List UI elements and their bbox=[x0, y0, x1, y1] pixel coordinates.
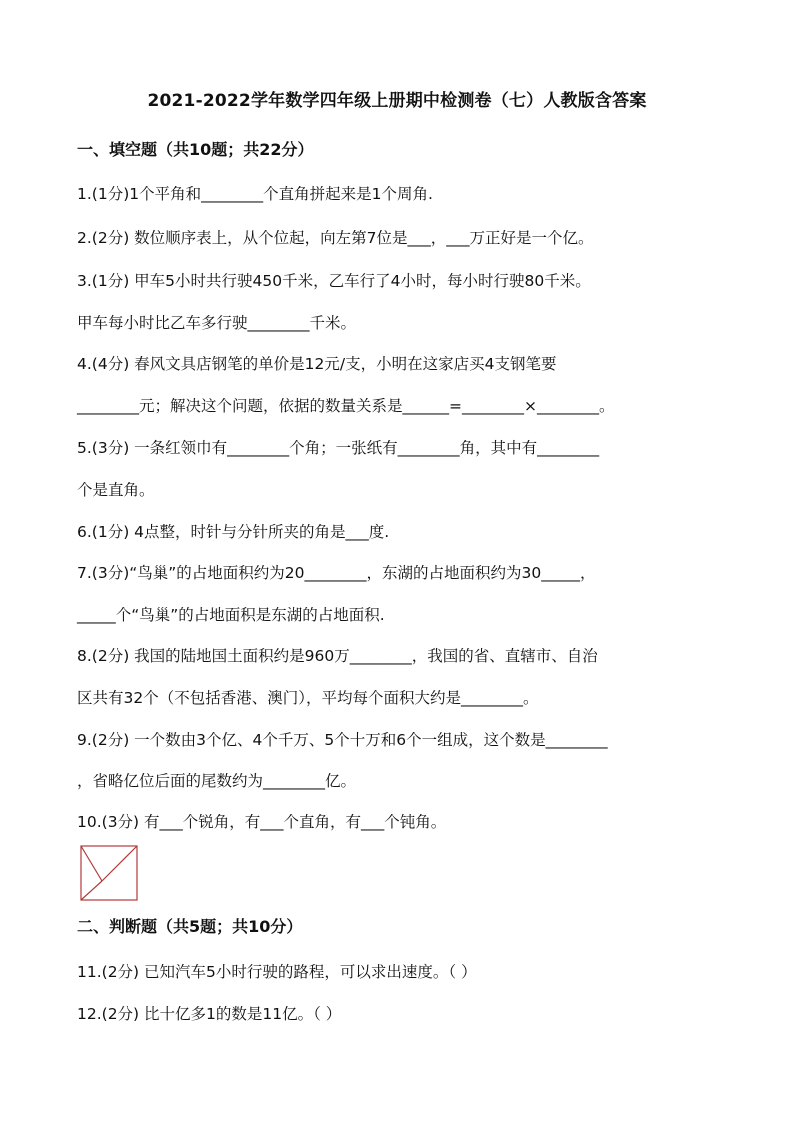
question-5-continued: 个是直角。 bbox=[77, 481, 155, 499]
question-3-continued: 甲车每小时比乙车多行驶________千米。 bbox=[77, 314, 357, 332]
question-4-continued: ________元；解决这个问题，依据的数量关系是______=________×________。 bbox=[77, 397, 615, 415]
question-6: 6.(1分) 4点整，时针与分针所夹的角是___度. bbox=[77, 523, 390, 541]
question-8-continued: 区共有32个（不包括香港、澳门），平均每个面积大约是________。 bbox=[77, 689, 539, 707]
section-heading-fill-in: 一、填空题（共10题；共22分） bbox=[77, 140, 314, 159]
section-heading-true-false: 二、判断题（共5题；共10分） bbox=[77, 917, 303, 936]
angle-figure bbox=[80, 845, 138, 901]
question-3: 3.(1分) 甲车5小时共行驶450千米，乙车行了4小时，每小时行驶80千米。 bbox=[77, 272, 591, 290]
question-9-continued: ，省略亿位后面的尾数约为________亿。 bbox=[77, 772, 357, 790]
question-11: 11.(2分) 已知汽车5小时行驶的路程，可以求出速度。（ ） bbox=[77, 963, 477, 981]
question-12: 12.(2分) 比十亿多1的数是11亿。（ ） bbox=[77, 1005, 342, 1023]
question-7: 7.(3分)“鸟巢”的占地面积约为20________，东湖的占地面积约为30_____， bbox=[77, 564, 596, 582]
question-7-continued: _____个“鸟巢”的占地面积是东湖的占地面积. bbox=[77, 606, 385, 624]
question-8: 8.(2分) 我国的陆地国土面积约是960万________，我国的省、直辖市、自治 bbox=[77, 647, 598, 665]
question-5: 5.(3分) 一条红领巾有________个角；一张纸有________角，其中有________ bbox=[77, 439, 600, 457]
document-title: 2021-2022学年数学四年级上册期中检测卷（七）人教版含答案 bbox=[147, 91, 647, 111]
question-4: 4.(4分) 春风文具店钢笔的单价是12元/支，小明在这家店买4支钢笔要 bbox=[77, 355, 557, 373]
question-10: 10.(3分) 有___个锐角，有___个直角，有___个钝角。 bbox=[77, 813, 447, 831]
figure-ray-2 bbox=[102, 846, 137, 881]
question-9: 9.(2分) 一个数由3个亿、4个千万、5个十万和6个一组成，这个数是________ bbox=[77, 731, 608, 749]
figure-ray-3 bbox=[81, 881, 102, 900]
question-2: 2.(2分) 数位顺序表上，从个位起，向左第7位是___，___万正好是一个亿。 bbox=[77, 229, 594, 247]
figure-ray-1 bbox=[81, 846, 102, 881]
question-1: 1.(1分)1个平角和________个直角拼起来是1个周角. bbox=[77, 185, 433, 203]
